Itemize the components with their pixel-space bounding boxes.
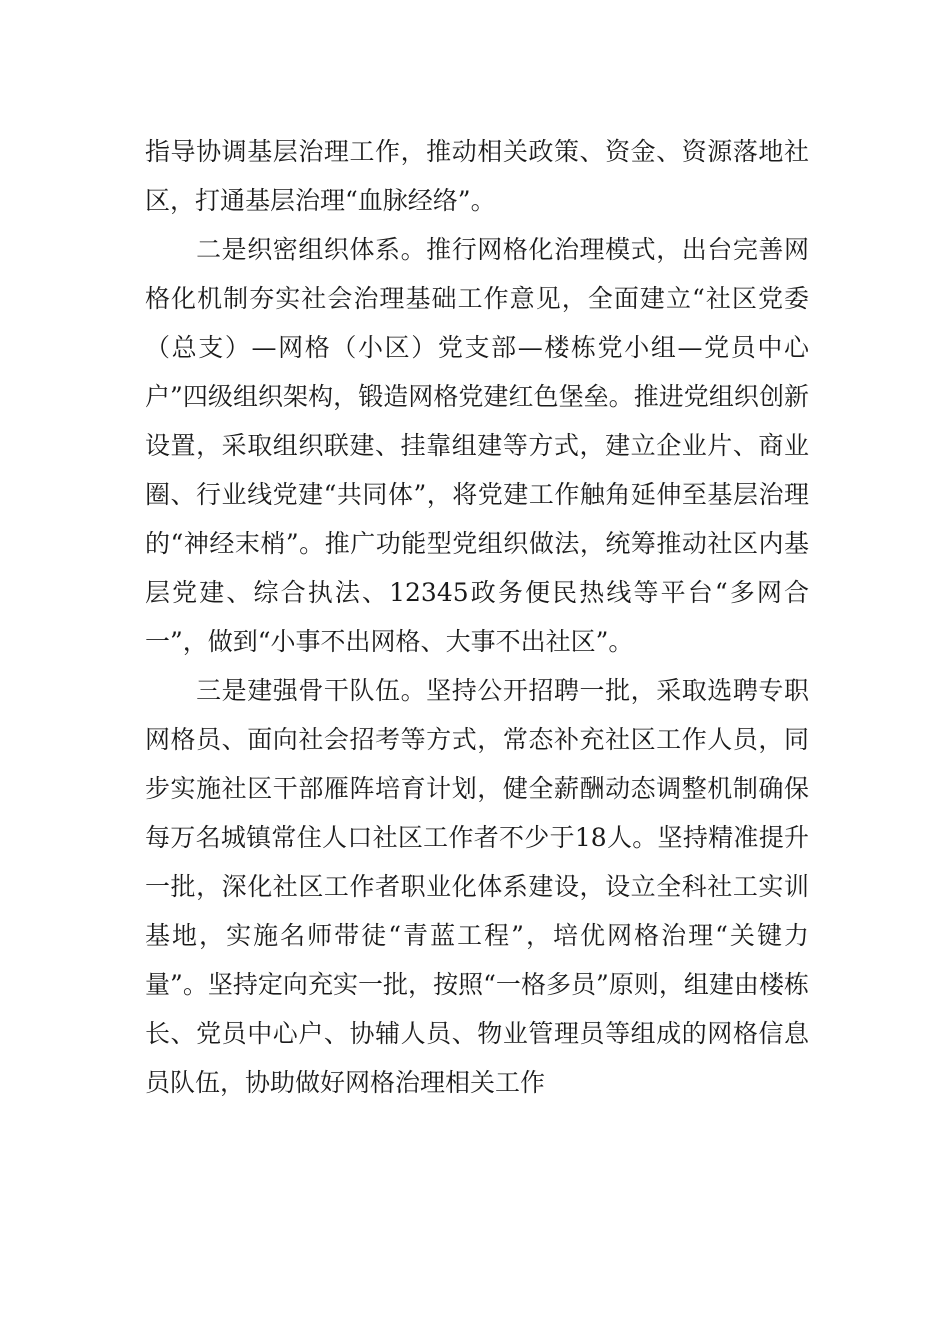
paragraph-organization-system: 二是织密组织体系。推行网格化治理模式，出台完善网格化机制夯实社会治理基础工作意见，全面建立“社区党委（总支）—网格（小区）党支部—楼栋党小组—党员中心户”四级组织架构，锻造网格党建红色堡垒。推进党组织创新设置，采取组织联建、挂靠组建等方式，建立企业片、商业圈、行业线党建“共同体”，将党建工作触角延伸至基层治理的“神经末梢”。推广功能型党组织做法，统筹推动社区内基层党建、综合执法、12345政务便民热线等平台“多网合一”，做到“小事不出网格、大事不出社区”。 [145, 235, 809, 656]
document-body [145, 127, 809, 1107]
paragraph-backbone-team: 三是建强骨干队伍。坚持公开招聘一批，采取选聘专职网格员、面向社会招考等方式，常态补充社区工作人员，同步实施社区干部雁阵培育计划，健全薪酬动态调整机制确保每万名城镇常住人口社区工作者不少于18人。坚持精准提升一批，深化社区工作者职业化体系建设，设立全科社工实训基地，实施名师带徒“青蓝工程”，培优网格治理“关键力量”。坚持定向充实一批，按照“一格多员”原则，组建由楼栋长、党员中心户、协辅人员、物业管理员等组成的网格信息员队伍，协助做好网格治理相关工作 [145, 676, 809, 1097]
paragraph-continuation: 指导协调基层治理工作，推动相关政策、资金、资源落地社区，打通基层治理“血脉经络”。 [145, 137, 809, 215]
